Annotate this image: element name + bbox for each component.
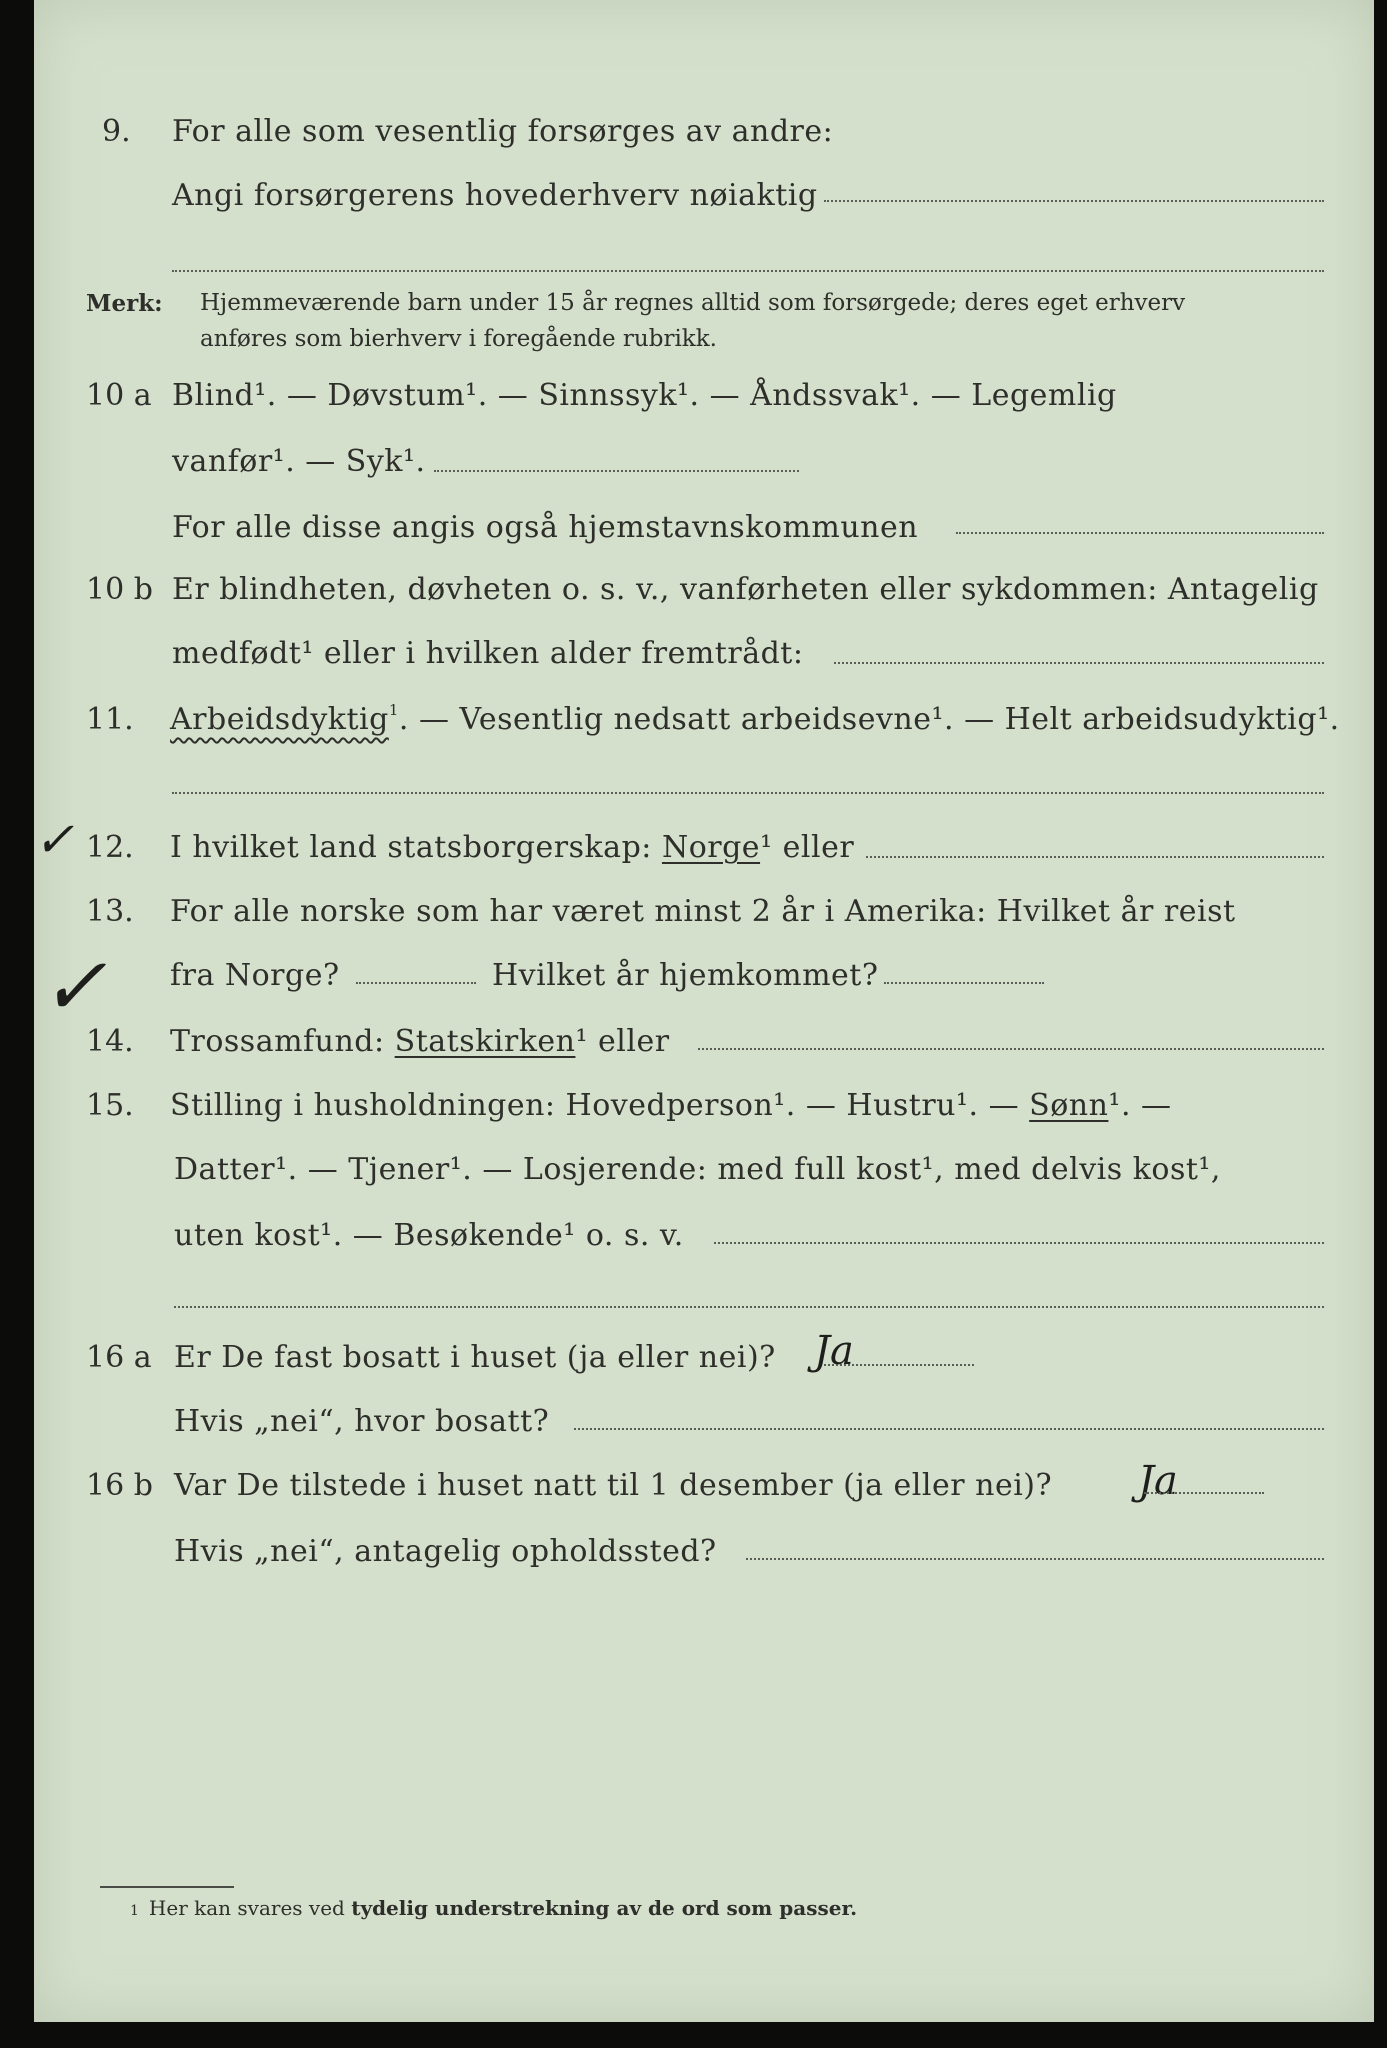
footnote-mark: 1 bbox=[130, 1903, 139, 1919]
census-form-page bbox=[34, 0, 1374, 2022]
q11-line: Arbeidsdyktig$^1$. — Vesentlig nedsatt arbeidsevne¹. — Helt arbeidsudyktig¹. bbox=[170, 701, 1340, 737]
q16a-answer-field[interactable] bbox=[824, 1364, 974, 1366]
q11-answer-underlined: Arbeidsdyktig bbox=[170, 702, 389, 737]
footnote-rule bbox=[100, 1886, 234, 1888]
footnote-plain: Her kan svares ved bbox=[148, 1896, 345, 1920]
q13-line2b: Hvilket år hjemkommet? bbox=[492, 958, 879, 993]
check-mark-13: ✓ bbox=[40, 940, 108, 1033]
q14-rest: ¹ eller bbox=[575, 1024, 670, 1059]
q16a-handwritten-answer: Ja bbox=[814, 1328, 854, 1374]
q15-options: Stilling i husholdningen: Hovedperson¹. — Hustru¹. — bbox=[170, 1088, 1020, 1123]
q12-line bbox=[170, 830, 854, 865]
q9-line2: Angi forsørgerens hovederhverv nøiaktig bbox=[172, 178, 818, 213]
q10a-hometown-field[interactable] bbox=[956, 532, 1324, 534]
q10a-line3: For alle disse angis også hjemstavnskommunen bbox=[172, 510, 919, 545]
q10a-number: 10 a bbox=[86, 378, 152, 413]
merk-line2: anføres som bierhverv i foregående rubrikk. bbox=[200, 326, 717, 352]
q14-line bbox=[170, 1024, 670, 1059]
q12-number: 12. bbox=[86, 830, 134, 865]
q9-answer-field[interactable] bbox=[824, 200, 1324, 202]
q13-line1: For alle norske som har været minst 2 år i Amerika: Hvilket år reist bbox=[170, 894, 1236, 929]
q16a-residence-field[interactable] bbox=[574, 1428, 1324, 1430]
q16a-number: 16 a bbox=[86, 1340, 152, 1375]
q15-line2: Datter¹. — Tjener¹. — Losjerende: med full kost¹, med delvis kost¹, bbox=[174, 1152, 1221, 1187]
q15-answer-field[interactable] bbox=[714, 1242, 1324, 1244]
q10a-answer-field[interactable] bbox=[434, 470, 799, 472]
q12-answer-underlined: Norge bbox=[661, 830, 761, 865]
q15-number: 15. bbox=[86, 1088, 134, 1123]
q15-line1 bbox=[170, 1088, 1172, 1123]
q13-line2a: fra Norge? bbox=[170, 958, 340, 993]
q10b-line2: medfødt¹ eller i hvilken alder fremtrådt: bbox=[172, 636, 804, 671]
q10b-number: 10 b bbox=[86, 572, 153, 607]
q12-answer-field[interactable] bbox=[866, 856, 1324, 858]
q13-year-return-field[interactable] bbox=[884, 982, 1044, 984]
q14-number: 14. bbox=[86, 1024, 134, 1059]
merk-line1: Hjemmeværende barn under 15 år regnes alltid som forsørgede; deres eget erhverv bbox=[200, 290, 1186, 316]
q9-answer-field-2[interactable] bbox=[172, 270, 1324, 272]
q15-line1-end: ¹. — bbox=[1108, 1088, 1172, 1123]
q9-number: 9. bbox=[102, 114, 131, 149]
q16a-line2: Hvis „nei“, hvor bosatt? bbox=[174, 1404, 550, 1439]
q11-number: 11. bbox=[86, 702, 134, 737]
q14-answer-underlined: Statskirken bbox=[394, 1024, 576, 1059]
q10a-line1: Blind¹. — Døvstum¹. — Sinnssyk¹. — Åndssvak¹. — Legemlig bbox=[172, 378, 1117, 413]
q15-line3: uten kost¹. — Besøkende¹ o. s. v. bbox=[174, 1218, 684, 1253]
q13-number: 13. bbox=[86, 894, 134, 929]
q16b-number: 16 b bbox=[86, 1468, 153, 1503]
q16a-line1: Er De fast bosatt i huset (ja eller nei)? bbox=[174, 1340, 776, 1375]
q10b-line1: Er blindheten, døvheten o. s. v., vanførheten eller sykdommen: Antagelig bbox=[172, 572, 1319, 607]
q14-question: Trossamfund: bbox=[170, 1024, 385, 1059]
q12-question: I hvilket land statsborgerskap: bbox=[170, 830, 652, 865]
footnote-bold: tydelig understrekning av de ord som passer. bbox=[351, 1896, 858, 1920]
q11-answer-field[interactable] bbox=[172, 792, 1324, 794]
q16b-line2: Hvis „nei“, antagelig opholdssted? bbox=[174, 1534, 717, 1569]
q15-answer-field-2[interactable] bbox=[174, 1306, 1324, 1308]
check-mark-12: ✓ bbox=[34, 812, 75, 868]
q16b-line1: Var De tilstede i huset natt til 1 desember (ja eller nei)? bbox=[174, 1468, 1053, 1503]
q12-rest: ¹ eller bbox=[760, 830, 855, 865]
q15-answer-underlined: Sønn bbox=[1029, 1088, 1109, 1123]
q10b-answer-field[interactable] bbox=[834, 662, 1324, 664]
footnote bbox=[130, 1896, 857, 1920]
q16b-location-field[interactable] bbox=[746, 1558, 1324, 1560]
merk-label: Merk: bbox=[86, 290, 163, 317]
q14-answer-field[interactable] bbox=[698, 1048, 1324, 1050]
q10a-line2: vanfør¹. — Syk¹. bbox=[172, 444, 426, 479]
q9-line1: For alle som vesentlig forsørges av andre: bbox=[172, 114, 834, 149]
q16b-handwritten-answer: Ja bbox=[1138, 1458, 1178, 1504]
q11-rest: . — Vesentlig nedsatt arbeidsevne¹. — Helt arbeidsudyktig¹. bbox=[398, 702, 1340, 737]
q13-year-left-field[interactable] bbox=[356, 982, 476, 984]
q16b-answer-field[interactable] bbox=[1144, 1492, 1264, 1494]
